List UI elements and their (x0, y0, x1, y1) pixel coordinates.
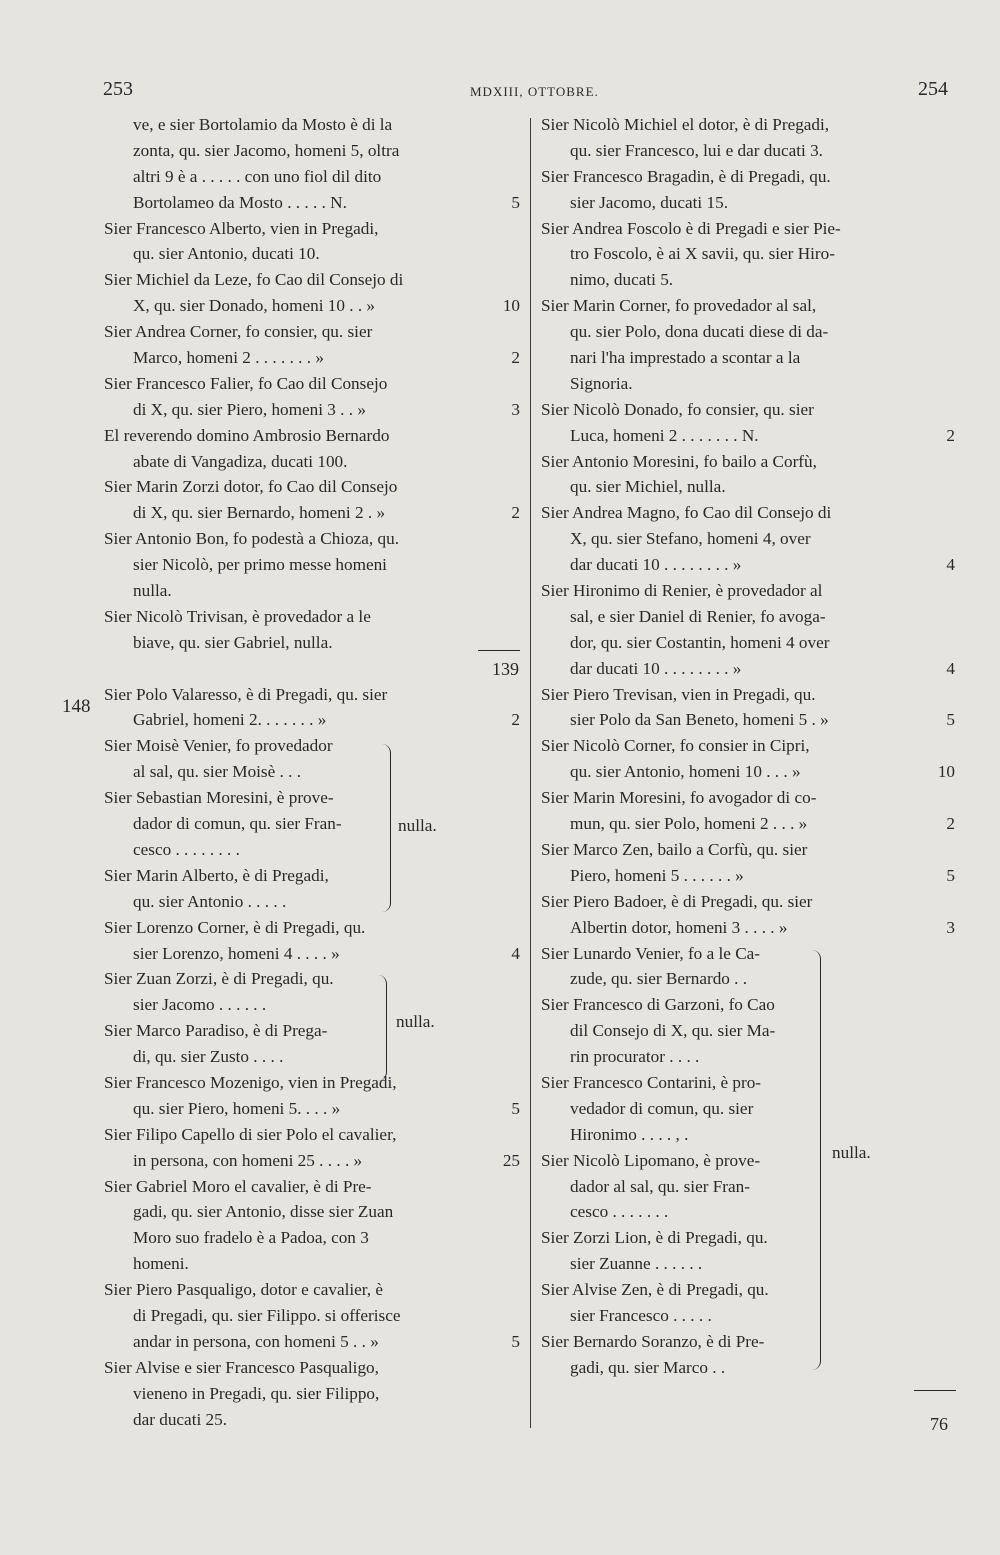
line-text: Hironimo . . . . , . (570, 1124, 689, 1144)
line-text: Moro suo fradelo è a Padoa, con 3 (133, 1228, 369, 1248)
text-line (541, 1277, 959, 1303)
line-text: Sier Marin Corner, fo provedador al sal, (541, 296, 817, 316)
line-text: andar in persona, con homeni 5 . . » (133, 1331, 379, 1351)
text-line (104, 293, 524, 319)
line-text: Sier Sebastian Moresini, è prove- (104, 788, 334, 808)
text-line (541, 1303, 959, 1329)
line-text: rin procurator . . . . (570, 1047, 700, 1067)
line-text: Sier Nicolò Trivisan, è provedador a le (104, 606, 371, 626)
line-text: nari l'ha imprestado a scontar a la (570, 348, 801, 368)
text-line (541, 1225, 959, 1251)
text-line (104, 759, 524, 785)
line-text: dar ducati 25. (133, 1409, 228, 1429)
text-line (541, 889, 959, 915)
line-text: dil Consejo di X, qu. sier Ma- (570, 1021, 776, 1041)
amount-value: 2 (511, 710, 520, 730)
line-text: El reverendo domino Ambrosio Bernardo (104, 425, 390, 445)
text-line (541, 1329, 959, 1355)
line-text: Sier Andrea Foscolo è di Pregadi e sier Pie- (541, 218, 841, 238)
text-line (104, 682, 524, 708)
line-text: sier Polo da San Beneto, homeni 5 . » (570, 710, 829, 730)
text-line (541, 733, 959, 759)
text-line (104, 526, 524, 552)
line-text: Sier Francesco Falier, fo Cao dil Consejo (104, 373, 388, 393)
line-text: abate di Vangadiza, ducati 100. (133, 451, 348, 471)
text-line (104, 319, 524, 345)
line-text: sier Nicolò, per primo messe homeni (133, 555, 387, 575)
line-text: nulla. (133, 581, 172, 601)
text-line (541, 164, 959, 190)
text-line (541, 267, 959, 293)
line-text: mun, qu. sier Polo, homeni 2 . . . » (570, 814, 808, 834)
line-text: Sier Bernardo Soranzo, è di Pre- (541, 1331, 765, 1351)
line-text: gadi, qu. sier Antonio, disse sier Zuan (133, 1202, 394, 1222)
amount-value: 3 (511, 399, 520, 419)
text-line (104, 1174, 524, 1200)
page-number-left: 253 (103, 78, 133, 100)
text-line (541, 500, 959, 526)
line-text: Sier Nicolò Michiel el dotor, è di Pregadi, (541, 115, 830, 134)
line-text: Sier Piero Pasqualigo, dotor e cavalier, è (104, 1280, 384, 1300)
line-text: zonta, qu. sier Jacomo, homeni 5, oltra (133, 140, 400, 160)
line-text: Sier Andrea Corner, fo consier, qu. sier (104, 322, 373, 342)
text-line (541, 371, 959, 397)
amount-value: 2 (946, 814, 955, 834)
text-line (541, 966, 959, 992)
text-line (104, 552, 524, 578)
text-line (541, 552, 959, 578)
amount-value: 10 (937, 762, 955, 782)
text-line (541, 863, 959, 889)
text-line (541, 423, 959, 449)
text-line (104, 1148, 524, 1174)
text-line (541, 707, 959, 733)
text-line (541, 1044, 959, 1070)
line-text: cesco . . . . . . . . (133, 839, 240, 859)
text-line (104, 1303, 524, 1329)
page-number-right: 254 (918, 78, 948, 100)
line-text: Sier Francesco Contarini, è pro- (541, 1072, 762, 1092)
text-line (104, 837, 524, 863)
text-line (541, 1251, 959, 1277)
text-line (104, 164, 524, 190)
line-text: Sier Marco Paradiso, è di Prega- (104, 1021, 328, 1041)
line-text: di X, qu. sier Piero, homeni 3 . . » (133, 399, 366, 419)
text-line (541, 190, 959, 216)
text-line (541, 1018, 959, 1044)
text-line (104, 345, 524, 371)
text-line (541, 1199, 959, 1225)
text-line (541, 578, 959, 604)
text-line (104, 216, 524, 242)
text-line (541, 630, 959, 656)
text-line (541, 992, 959, 1018)
line-text: qu. sier Michiel, nulla. (570, 477, 726, 497)
amount-value: 5 (946, 865, 955, 885)
text-line (104, 1277, 524, 1303)
line-text: Sier Michiel da Leze, fo Cao dil Consejo di (104, 270, 404, 290)
text-line (104, 1199, 524, 1225)
line-text: Marco, homeni 2 . . . . . . . » (133, 348, 324, 368)
text-line (541, 1070, 959, 1096)
line-text: dador al sal, qu. sier Fran- (570, 1176, 750, 1196)
line-text: qu. sier Antonio, homeni 10 . . . » (570, 762, 801, 782)
text-line (541, 112, 959, 138)
line-text: Sier Antonio Moresini, fo bailo a Corfù, (541, 451, 817, 471)
line-text: Bortolameo da Mosto . . . . . N. (133, 192, 347, 212)
line-text: sal, e sier Daniel di Renier, fo avoga- (570, 606, 826, 626)
text-line (104, 1070, 524, 1096)
line-text: sier Jacomo, ducati 15. (570, 192, 728, 212)
text-line (104, 1407, 524, 1433)
line-text: Sier Nicolò Lipomano, è prove- (541, 1150, 761, 1170)
text-line (541, 449, 959, 475)
text-line (541, 293, 959, 319)
line-text: Sier Alvise e sier Francesco Pasqualigo, (104, 1357, 379, 1377)
text-line (104, 785, 524, 811)
left-total-rule (478, 650, 520, 651)
line-text: Sier Marin Alberto, è di Pregadi, (104, 865, 329, 885)
line-text: dar ducati 10 . . . . . . . . » (570, 555, 742, 575)
text-line (541, 785, 959, 811)
text-line (541, 837, 959, 863)
line-text: Gabriel, homeni 2. . . . . . . » (133, 710, 327, 730)
amount-value: 5 (511, 192, 520, 212)
text-line (541, 319, 959, 345)
line-text: Sier Andrea Magno, fo Cao dil Consejo di (541, 503, 832, 523)
text-line (541, 1355, 959, 1381)
line-text: vieneno in Pregadi, qu. sier Filippo, (133, 1383, 380, 1403)
text-line (541, 811, 959, 837)
text-line (541, 915, 959, 941)
line-text: Sier Gabriel Moro el cavalier, è di Pre- (104, 1176, 372, 1196)
text-line (541, 397, 959, 423)
line-text: sier Jacomo . . . . . . (133, 995, 267, 1015)
line-text: qu. sier Antonio . . . . . (133, 891, 287, 911)
line-text: X, qu. sier Stefano, homeni 4, over (570, 529, 811, 549)
text-line (104, 423, 524, 449)
line-text: Sier Marin Zorzi dotor, fo Cao dil Consejo (104, 477, 398, 497)
text-line (104, 474, 524, 500)
right-column (541, 112, 959, 1381)
line-text: altri 9 è a . . . . . con uno fiol dil dito (133, 166, 382, 186)
text-line (104, 707, 524, 733)
page-header (0, 78, 1000, 108)
line-text: Piero, homeni 5 . . . . . . » (570, 865, 744, 885)
line-text: Sier Nicolò Corner, fo consier in Cipri, (541, 736, 810, 756)
line-text: Sier Antonio Bon, fo podestà a Chioza, qu. (104, 529, 400, 549)
line-text: Sier Piero Badoer, è di Pregadi, qu. sier (541, 891, 813, 911)
line-text: qu. sier Polo, dona ducati diese di da- (570, 322, 829, 342)
left-total: 139 (492, 659, 519, 679)
text-line (104, 1381, 524, 1407)
line-text: Sier Francesco di Garzoni, fo Cao (541, 995, 775, 1015)
line-text: ve, e sier Bortolamio da Mosto è di la (133, 115, 393, 134)
text-line (104, 630, 524, 656)
line-text: qu. sier Francesco, lui e dar ducati 3. (570, 140, 823, 160)
text-line (104, 1355, 524, 1381)
amount-value: 5 (511, 1331, 520, 1351)
text-line (104, 1018, 524, 1044)
text-line (541, 604, 959, 630)
text-line (541, 1148, 959, 1174)
line-text: Albertin dotor, homeni 3 . . . . » (570, 917, 788, 937)
text-line (104, 889, 524, 915)
line-text: Sier Zorzi Lion, è di Pregadi, qu. (541, 1228, 768, 1248)
amount-value: 10 (502, 296, 520, 316)
text-line (104, 604, 524, 630)
line-text: cesco . . . . . . . (570, 1202, 669, 1222)
line-text: Sier Moisè Venier, fo provedador (104, 736, 333, 756)
amount-value: 4 (511, 943, 520, 963)
amount-value: 25 (502, 1150, 520, 1170)
text-line (104, 733, 524, 759)
running-title: MDXIII, OTTOBRE. (470, 84, 599, 99)
line-text: Sier Francesco Mozenigo, vien in Pregadi, (104, 1072, 397, 1092)
line-text: biave, qu. sier Gabriel, nulla. (133, 632, 333, 652)
nulla-label-left-1: nulla. (398, 816, 437, 835)
amount-value: 2 (946, 425, 955, 445)
amount-value: 4 (946, 658, 955, 678)
text-line (104, 112, 524, 138)
right-total: 76 (930, 1414, 948, 1434)
line-text: dar ducati 10 . . . . . . . . » (570, 658, 742, 678)
line-text: vedador di comun, qu. sier (570, 1098, 754, 1118)
text-line (104, 1096, 524, 1122)
line-text: dor, qu. sier Costantin, homeni 4 over (570, 632, 830, 652)
text-line (104, 915, 524, 941)
amount-value: 2 (511, 503, 520, 523)
amount-value: 5 (511, 1098, 520, 1118)
nulla-label-left-2: nulla. (396, 1012, 435, 1031)
line-text: di X, qu. sier Bernardo, homeni 2 . » (133, 503, 386, 523)
text-line (104, 1225, 524, 1251)
text-line (541, 759, 959, 785)
line-text: qu. sier Antonio, ducati 10. (133, 244, 320, 264)
text-line (541, 656, 959, 682)
column-divider (530, 118, 531, 1428)
text-line (104, 1122, 524, 1148)
text-line (541, 1096, 959, 1122)
amount-value: 5 (946, 710, 955, 730)
line-text: sier Zuanne . . . . . . (570, 1254, 703, 1274)
line-text: dador di comun, qu. sier Fran- (133, 814, 342, 834)
line-text: Sier Piero Trevisan, vien in Pregadi, qu. (541, 684, 816, 704)
text-line (104, 1329, 524, 1355)
line-text: Sier Nicolò Donado, fo consier, qu. sier (541, 399, 814, 419)
line-text: homeni. (133, 1254, 189, 1274)
text-line (541, 1122, 959, 1148)
right-total-rule (914, 1390, 956, 1391)
line-text: tro Foscolo, è ai X savii, qu. sier Hiro- (570, 244, 835, 264)
text-line (104, 863, 524, 889)
text-line (104, 656, 524, 682)
text-line (104, 966, 524, 992)
line-text: Sier Francesco Bragadin, è di Pregadi, qu. (541, 166, 831, 186)
amount-value: 4 (946, 555, 955, 575)
line-text: Sier Lorenzo Corner, è di Pregadi, qu. (104, 917, 366, 937)
text-line (541, 138, 959, 164)
text-line (541, 241, 959, 267)
line-text: al sal, qu. sier Moisè . . . (133, 762, 302, 782)
line-text: Sier Polo Valaresso, è di Pregadi, qu. sier (104, 684, 388, 704)
text-line (104, 449, 524, 475)
text-line (104, 371, 524, 397)
brace-right-group (812, 950, 821, 1370)
text-line (541, 941, 959, 967)
text-line (541, 1174, 959, 1200)
line-text: Sier Francesco Alberto, vien in Pregadi, (104, 218, 379, 238)
line-text: Sier Alvise Zen, è di Pregadi, qu. (541, 1280, 769, 1300)
text-line (541, 526, 959, 552)
text-line (104, 190, 524, 216)
text-line (104, 500, 524, 526)
text-line (541, 682, 959, 708)
line-text: qu. sier Piero, homeni 5. . . . » (133, 1098, 341, 1118)
line-text: Sier Marco Zen, bailo a Corfù, qu. sier (541, 839, 808, 859)
text-line (541, 474, 959, 500)
brace-left-group-2 (378, 975, 387, 1081)
line-text: zude, qu. sier Bernardo . . (570, 969, 748, 989)
line-text: gadi, qu. sier Marco . . (570, 1357, 726, 1377)
text-line (104, 811, 524, 837)
line-text: sier Francesco . . . . . (570, 1305, 712, 1325)
line-text: di, qu. sier Zusto . . . . (133, 1047, 284, 1067)
text-line (104, 1044, 524, 1070)
line-text: Luca, homeni 2 . . . . . . . N. (570, 425, 759, 445)
text-line (104, 267, 524, 293)
amount-value: 2 (511, 348, 520, 368)
text-line (104, 1251, 524, 1277)
line-text: Sier Filipo Capello di sier Polo el cavalier, (104, 1124, 397, 1144)
line-text: sier Lorenzo, homeni 4 . . . . » (133, 943, 340, 963)
line-text: nimo, ducati 5. (570, 270, 674, 290)
left-column (104, 112, 524, 1432)
text-line (104, 241, 524, 267)
text-line (104, 941, 524, 967)
text-line (104, 992, 524, 1018)
line-text: Sier Lunardo Venier, fo a le Ca- (541, 943, 761, 963)
line-text: Sier Hironimo di Renier, è provedador al (541, 581, 823, 601)
line-text: Sier Zuan Zorzi, è di Pregadi, qu. (104, 969, 334, 989)
line-text: di Pregadi, qu. sier Filippo. si offerisce (133, 1305, 401, 1325)
margin-folio-number: 148 (62, 696, 91, 717)
line-text: X, qu. sier Donado, homeni 10 . . » (133, 296, 376, 316)
text-line (104, 578, 524, 604)
nulla-label-right: nulla. (832, 1143, 871, 1162)
text-line (104, 397, 524, 423)
line-text: Sier Marin Moresini, fo avogador di co- (541, 788, 817, 808)
line-text: in persona, con homeni 25 . . . . » (133, 1150, 363, 1170)
text-line (104, 138, 524, 164)
brace-left-group-1 (382, 744, 391, 912)
line-text: Signoria. (570, 373, 633, 393)
text-line (541, 345, 959, 371)
text-line (541, 216, 959, 242)
amount-value: 3 (946, 917, 955, 937)
